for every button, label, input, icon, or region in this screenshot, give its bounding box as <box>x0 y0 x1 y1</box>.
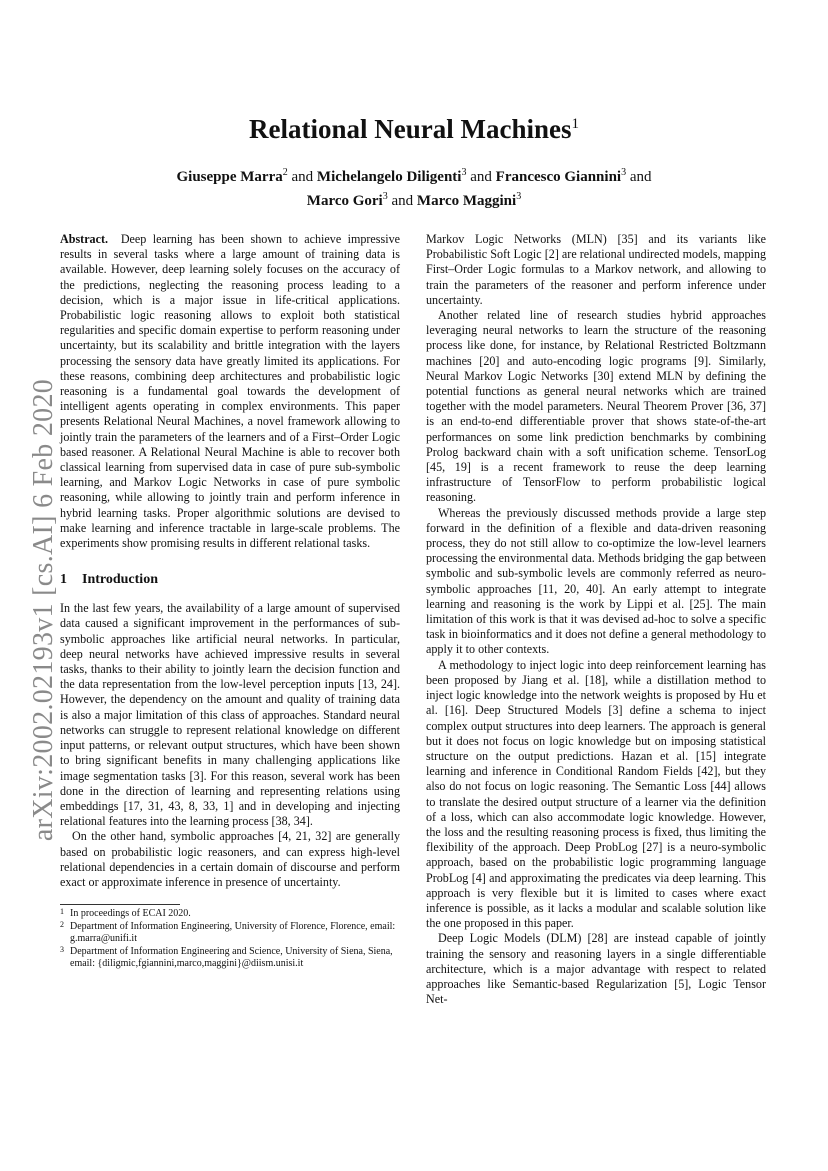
footnotes <box>60 904 400 971</box>
author-name: Francesco Giannini <box>495 169 622 185</box>
author-line-1 <box>0 163 828 187</box>
section-title: Introduction <box>82 572 158 588</box>
author-line-2 <box>0 187 828 211</box>
abstract-label: Abstract. <box>60 232 109 246</box>
author-separator: and <box>287 169 317 185</box>
author-name: Michelangelo Diligenti <box>316 169 462 185</box>
paper-title-text: Relational Neural Machines <box>249 114 572 144</box>
author-list <box>0 163 828 211</box>
right-column <box>426 232 766 1007</box>
footnote-text: Department of Information Engineering, University of Florence, Florence, email: g.marra@unifi.it <box>70 920 396 944</box>
footnote-mark: 1 <box>60 907 64 916</box>
footnote-mark: 2 <box>60 919 64 929</box>
arxiv-stamp-text: arXiv:2002.02193v1 [cs.AI] 6 Feb 2020 <box>28 378 59 842</box>
footnote-text: Department of Information Engineering and Science, University of Siena, Siena, email: {diligmic,fgiannini,marco,maggini}@diism.unisi.it <box>70 945 393 969</box>
author-affil-mark: 3 <box>516 191 522 202</box>
author-affil-mark: 3 <box>621 167 627 178</box>
footnote-text: In proceedings of ECAI 2020. <box>70 908 191 919</box>
body-paragraph: Whereas the previously discussed methods provide a large step forward in the definition of a flexible and data-driven reasoning process, they do not still allow to co-optimize the low-level learners processing the environmental data. Methods bridging the gap between symbolic and sub-symbolic levels are commonly referred as neuro-symbolic approaches [11, 20, 40]. An early attempt to integrate learning and reasoning is the work by Lippi et al. [25]. The main limitation of this work is that it was devised ad-hoc to solve a specific task in bioinformatics and it does not define a general methodology to apply it to other contexts. <box>426 505 766 657</box>
abstract <box>60 232 400 551</box>
abstract-text: Deep learning has been shown to achieve impressive results in several tasks where a large amount of training data is available. However, deep learning solely focuses on the accuracy of the predictions, neglecting the reasoning process leading to a decision, which is a major issue in life-critical applications. Probabilistic logic reasoning allows to exploit both statistical regularities and specific domain expertise to perform reasoning under uncertainty, but its scalability and brittle integration with the layers processing the sensory data have greatly limited its applications. For these reasons, combining deep architectures and probabilistic logic reasoning is a fundamental goal towards the development of intelligent agents operating in complex environments. This paper presents Relational Neural Machines, a novel framework allowing to jointly train the parameters of the learners and of a First–Order Logic based reasoner. A Relational Neural Machine is able to recover both classical learning from supervised data in case of pure sub-symbolic learning, and Markov Logic Networks in case of pure symbolic reasoning, while allowing to jointly train and perform inference in hybrid learning tasks. Proper algorithmic solutions are devised to make learning and inference tractable in large-scale problems. The experiments show promising results in different relational tasks. <box>60 232 400 551</box>
body-paragraph: In the last few years, the availability of a large amount of supervised data caused a significant improvement in the performances of sub-symbolic approaches like artificial neural networks. In particular, deep neural networks have achieved impressive results in several tasks, thanks to their ability to jointly learn the decision function and the data representation from the low-level perception inputs [13, 24]. However, the dependency on the amount and quality of training data is also a major limitation of this class of approaches. Standard neural networks can struggle to represent relational knowledge on different input patterns, or relevant output structures, which have been shown to bring significant benefits in many challenging applications like image segmentation tasks [3]. For this reason, several work has been done in the direction of learning and representing relations using embeddings [17, 31, 43, 8, 33, 1] and in developing and injecting relational features into the learning process [38, 34]. <box>60 601 400 829</box>
title-footnote-mark: 1 <box>571 116 579 132</box>
author-affil-mark: 3 <box>461 167 467 178</box>
author-separator: and <box>466 169 496 185</box>
section-heading <box>60 571 400 589</box>
author-separator: and <box>626 169 652 185</box>
footnote <box>60 921 400 946</box>
paper-title <box>0 114 828 145</box>
footnote-rule <box>60 904 180 905</box>
author-separator: and <box>387 193 417 209</box>
author-name: Giuseppe Marra <box>176 169 283 185</box>
body-paragraph: Deep Logic Models (DLM) [28] are instead capable of jointly training the sensory and reasoning layers in a single differentiable architecture, which is a major advantage with respect to related approaches like Semantic-based Regularization [5], Logic Tensor Net- <box>426 931 766 1007</box>
footnote-mark: 3 <box>60 944 64 954</box>
left-column <box>60 232 400 890</box>
section-number: 1 <box>60 572 67 588</box>
author-affil-mark: 3 <box>382 191 388 202</box>
author-affil-mark: 2 <box>282 167 288 178</box>
author-name: Marco Gori <box>306 193 383 209</box>
body-paragraph: Markov Logic Networks (MLN) [35] and its variants like Probabilistic Soft Logic [2] are relational undirected models, mapping First–Order Logic formulas to a Markov network, and allowing to train the parameters of the reasoner and perform inference under uncertainty. <box>426 232 766 307</box>
body-paragraph: On the other hand, symbolic approaches [4, 21, 32] are generally based on probabilistic logic reasoners, and can express high-level relational dependencies in a certain domain of discourse and perform exact or approximate inference in presence of uncertainty. <box>60 829 400 889</box>
footnote <box>60 946 400 971</box>
footnote <box>60 908 400 921</box>
body-paragraph: A methodology to inject logic into deep reinforcement learning has been proposed by Jiang et al. [18], while a distillation method to inject logic knowledge into the network weights is proposed by Hu et al. [16]. Deep Structured Models [3] define a schema to inject complex output structures into deep learners. The approach is general but it does not focus on logic knowledge but on imposing statistical structure on the output predictions. Hazan et al. [15] integrate learning and inference in Conditional Random Fields [42], but they also do not focus on logic reasoning. The Semantic Loss [44] allows to translate the desired output structure of a learner via the definition of a loss, which can also accommodate logic knowledge. However, the loss and the resulting reasoning process is fixed, thus limiting the flexibility of the approach. Deep ProbLog [27] is a neuro-symbolic approach, based on the probabilistic logic programming language ProbLog [4] and approximating the predicates via deep learning. This approach is very flexible but it is limited to cases where exact inference is possible, as it lacks a modular and scalable solution like the one proposed in this paper. <box>426 657 766 931</box>
body-paragraph: Another related line of research studies hybrid approaches leveraging neural networks to learn the structure of the reasoning process like done, for instance, by Relational Restricted Boltzmann machines [20] and auto-encoding logic programs [9]. Similarly, Neural Markov Logic Networks [30] extend MLN by defining the potential functions as general neural networks which are trained together with the model parameters. Neural Theorem Prover [36, 37] is an end-to-end differentiable prover that shows state-of-the-art performances on some link prediction benchmarks by combining Prolog backward chain with a soft unification scheme. TensorLog [45, 19] is a recent framework to reuse the deep learning infrastructure of TensorFlow to perform probabilistic logical reasoning. <box>426 308 766 505</box>
author-name: Marco Maggini <box>416 193 517 209</box>
